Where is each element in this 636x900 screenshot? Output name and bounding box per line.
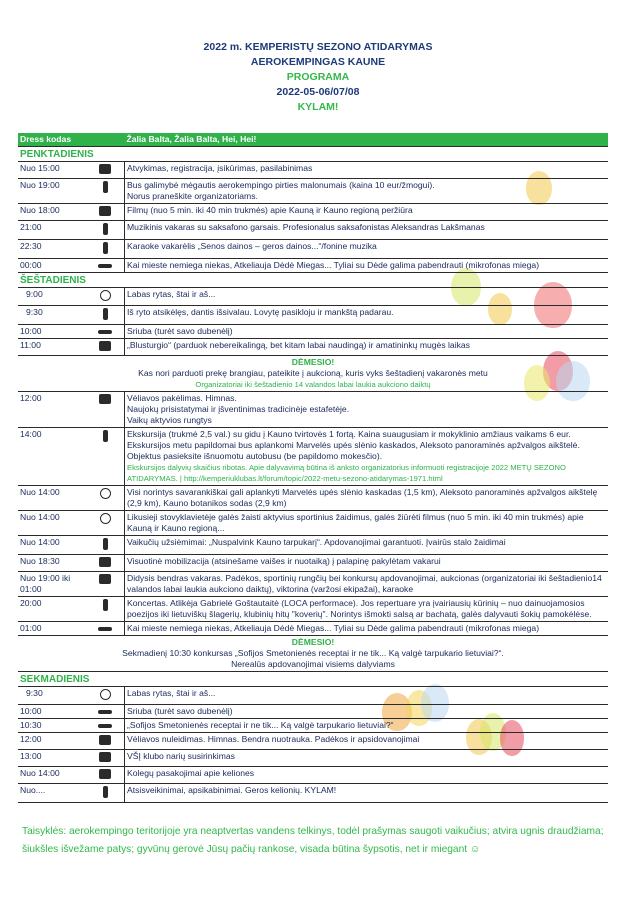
dress-code-label: Dress kodas bbox=[18, 133, 125, 147]
table-row: 12:00 Vėliavos pakėlimas. Himnas. Naujokų prisistatymai ir įšventinimas tradicinėje estafetėje. Vaikų aktyvios rungtys bbox=[18, 392, 608, 428]
notice-text: Kas nori parduoti prekę brangiau, pateikite į aukcioną, kuris vyks šeštadienį vakaronės metu bbox=[138, 368, 488, 378]
guitar-icon bbox=[86, 597, 125, 622]
table-row: Nuo 14:00 Visi norintys savarankiškai gali aplankyti Marvelės upės slėnio kaskadas (1,5 km), Aleksoto panoraminės apžvalgos aikštelę (2,9 km), Kauno botanikos sodas (2,9 km) bbox=[18, 486, 608, 511]
dress-code-value: Žalia Balta, Žalia Balta, Hei, Hei! bbox=[125, 133, 609, 147]
table-row: Nuo 19:00 Bus galimybė mėgautis aerokempingo pirties malonumais (kaina 10 eur/žmogui). Norus praneškite organizatoriams. bbox=[18, 179, 608, 204]
bowl-icon bbox=[86, 705, 125, 719]
camper-icon bbox=[86, 767, 125, 784]
bowl-icon bbox=[86, 325, 125, 339]
table-row: Nuo 18:30 Visuotinė mobilizacija (atsinešame vaišes ir nuotaiką) į palapinę pakylėtam vakarui bbox=[18, 555, 608, 572]
venue-title: AEROKEMPINGAS KAUNE bbox=[250, 56, 386, 68]
program-header bbox=[0, 40, 636, 115]
notice-small-text: Organizatoriai iki šeštadienio 14 valandos labai laukia aukciono daiktų bbox=[195, 380, 431, 389]
microphone-icon bbox=[86, 240, 125, 259]
notice-contest bbox=[18, 636, 608, 672]
megaphone-icon bbox=[86, 555, 125, 572]
notice-text: Sekmadienį 10:30 konkursas „Sofijos Smetonienės receptai ir ne tik... Ką valgė tarpukario lietuviai?“. bbox=[122, 648, 504, 658]
handshake-icon bbox=[86, 162, 125, 179]
castle-icon bbox=[86, 428, 125, 486]
notice-title: DĖMESIO! bbox=[291, 357, 335, 367]
event-title: 2022 m. KEMPERISTŲ SEZONO ATIDARYMAS bbox=[203, 41, 433, 53]
rules-text: Taisyklės: aerokempingo teritorijoje yra neaptvertas vandens telkinys, todėl prašymas saugoti vaikučius; atvira ugnis draudžiama; šiukšles išvežame patys; gyvūnų gerovė Jūsų pačių rankose, visada būtina šypsotis, net ir miegant ☺ bbox=[22, 826, 604, 855]
table-row: Nuo 15:00 Atvykimas, registracija, įsikūrimas, pasilabinimas bbox=[18, 162, 608, 179]
table-row: Nuo 14:00 Kolegų pasakojimai apie keliones bbox=[18, 767, 608, 784]
table-row: 01:00 Kai mieste nemiega niekas, Atkeliauja Dėdė Miegas... Tyliai su Dėde galima pabendrauti (mikrofonas miega) bbox=[18, 622, 608, 636]
party-icon bbox=[86, 572, 125, 597]
table-row: 9:30 Labas rytas, štai ir aš... bbox=[18, 687, 608, 705]
table-row: 21:00 Muzikinis vakaras su saksafono garsais. Profesionalus saksafonistas Aleksandras Lakšmanas bbox=[18, 221, 608, 240]
sports-icon bbox=[86, 511, 125, 536]
day-header-saturday: ŠEŠTADIENIS bbox=[18, 273, 608, 288]
table-row: Nuo.... Atsisveikinimai, apsikabinimai. Geros kelionių. KYLAM! bbox=[18, 784, 608, 803]
bed-icon bbox=[86, 259, 125, 273]
table-row: 20:00 Koncertas. Atlikėja Gabrielė Goštautaitė (LOCA performace). Jos repertuare yra įvairiausių kūrinių – nuo dainuojamosios poezijos iki lietuviškų šlagerių, klubinių hitų "koverių". Norintys išmokti salsą ar bachatą, galės dalyvauti šokių pamokėlėse. bbox=[18, 597, 608, 622]
exercise-icon bbox=[86, 306, 125, 325]
table-row: 13:00 VŠĮ klubo narių susirinkimas bbox=[18, 750, 608, 767]
bed-icon bbox=[86, 622, 125, 636]
table-row: 9:30 Iš ryto atsikėlęs, dantis išsivalau. Lovytę pasikloju ir mankštą padarau. bbox=[18, 306, 608, 325]
excursion-note: Ekskursijos dalyvių skaičius ribotas. Apie dalyvavimą būtina iš anksto organizatorius informuoti registracijoje 2022 METŲ SEZONO ATIDARYMAS. | http://kemperiuklubas.lt/forum/topic/2022-metu-sezono-atidarymas-1971.html bbox=[127, 463, 566, 483]
film-icon bbox=[86, 204, 125, 221]
table-row: 10:00 Sriuba (turėt savo dubenėlį) bbox=[18, 325, 608, 339]
notice-auction bbox=[18, 356, 608, 392]
arrow-icon bbox=[86, 719, 125, 733]
dress-code-row bbox=[18, 133, 608, 147]
table-row: Nuo 14:00 Vaikučių užsiėmimai: „Nuspalvink Kauno tarpukarį“. Apdovanojimai garantuoti. Įvairūs stalo žaidimai bbox=[18, 536, 608, 555]
day-header-friday: PENKTADIENIS bbox=[18, 147, 608, 162]
table-row: 10:30 „Sofijos Smetonienės receptai ir ne tik... Ką valgė tarpukario lietuviai?“ bbox=[18, 719, 608, 733]
flag-icon bbox=[86, 733, 125, 750]
table-row: 10:00 Sriuba (turėt savo dubenėlį) bbox=[18, 705, 608, 719]
table-row: 00:00 Kai mieste nemiega niekas, Atkeliauja Dėdė Miegas... Tyliai su Dėde galima pabendrauti (mikrofonas miega) bbox=[18, 259, 608, 273]
children-icon bbox=[86, 536, 125, 555]
table-row: Nuo 14:00 Likusieji stovyklavietėje galės žaisti aktyvius sportinius žaidimus, galės žiūrėti filmus (nuo 5 min. iki 40 min trukmės) apie Kauną ir Kauno regioną... bbox=[18, 511, 608, 536]
handshake-icon bbox=[86, 339, 125, 356]
table-row: Nuo 19:00 iki 01:00 Didysis bendras vakaras. Padėkos, sportinių rungčių bei konkursų apdovanojimai, aukcionas (organizatoriai iki šeštadienio14 valandos labai laukia aukciono daiktų), viktorina (varžosi ekipažai), karaoke bbox=[18, 572, 608, 597]
group-icon bbox=[86, 750, 125, 767]
bicycle-icon bbox=[86, 486, 125, 511]
table-row: 11:00 „Blusturgio“ (parduok nebereikalingą, bet kitam labai naudingą) ir amatininkų mugės laikas bbox=[18, 339, 608, 356]
program-label: PROGRAMA bbox=[286, 71, 350, 83]
shower-icon bbox=[86, 179, 125, 204]
table-row: 22:30 Karaoke vakarėlis „Senos dainos – geros dainos...“/fonine muzika bbox=[18, 240, 608, 259]
day-header-sunday: SEKMADIENIS bbox=[18, 672, 608, 687]
flag-icon bbox=[86, 392, 125, 428]
event-dates: 2022-05-06/07/08 bbox=[276, 86, 360, 98]
saxophone-icon bbox=[86, 221, 125, 240]
table-row: 9:00 Labas rytas, štai ir aš... bbox=[18, 288, 608, 306]
program-table bbox=[18, 133, 608, 803]
table-row: 12:00 Vėliavos nuleidimas. Himnas. Bendra nuotrauka. Padėkos ir apsidovanojimai bbox=[18, 733, 608, 750]
table-row: Nuo 18:00 Filmų (nuo 5 min. iki 40 min trukmės) apie Kauną ir Kauno regioną peržiūra bbox=[18, 204, 608, 221]
notice-title: DĖMESIO! bbox=[291, 637, 335, 647]
table-row: 14:00 Ekskursija (trukmė 2,5 val.) su gidu į Kauno tvirtovės 1 fortą. Kaina suaugusiam ir mokyklinio amžiaus vaikams 6 eur. Ekskursijos metu papildomai bus aplankomi Marvelės upės slėnio kaskados, Aleksoto panoraminės apžvalgos aikštelė. Objektus pasieksite išnuomotu autobusu (be papildomo mokesčio). Ekskursijos dalyvių skaičius ribotas. Apie dalyvavimą būtina iš anksto organizatorius informuoti registracijoje 2022 METŲ SEZONO ATIDARYMAS. | http://kemperiuklubas.lt/forum/topic/2022-metu-sezono-atidarymas-1971.html bbox=[18, 428, 608, 486]
notice-text: Nerealūs apdovanojimai visiems dalyviams bbox=[231, 659, 395, 669]
alarm-clock-icon bbox=[86, 288, 125, 306]
wave-icon bbox=[86, 784, 125, 803]
slogan: KYLAM! bbox=[297, 101, 339, 113]
alarm-clock-icon bbox=[86, 687, 125, 705]
